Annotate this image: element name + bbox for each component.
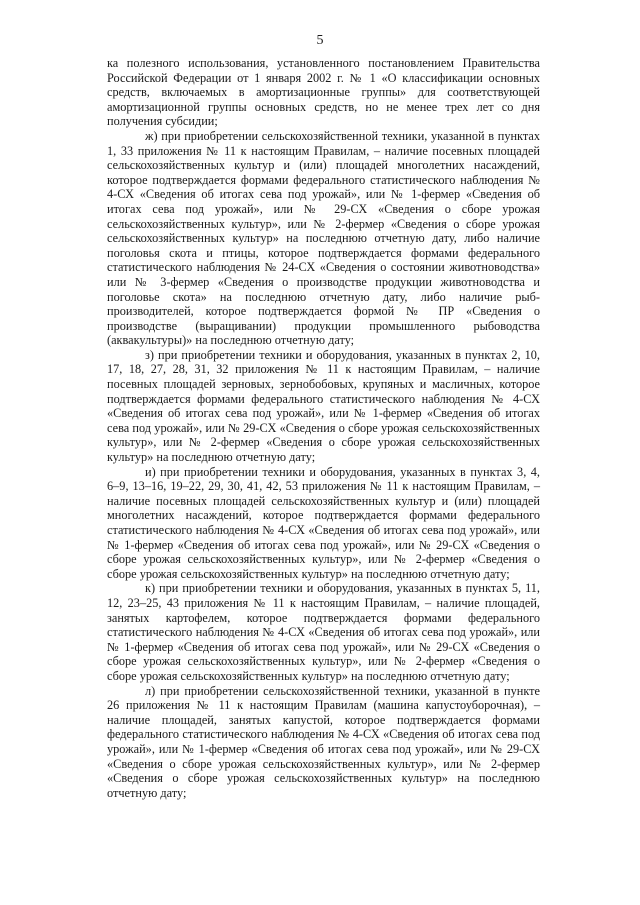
paragraph-item-l: л) при приобретении сельскохозяйственной техники, указанной в пункте 26 приложения № 11 к настоящим Правилам (машина капустоуборочная), – наличие площадей, занятых капустой, которое подтверждается формами федерального статистического наблюдения № 4-СХ «Сведения об итогах сева под урожай», или № 1-фермер «Сведения об итогах сева под урожай», или № 29-СХ «Сведения о сборе урожая сельскохозяйственных культур», или № 2-фермер «Сведения о сборе урожая сельскохозяйственных культур» на последнюю отчетную дату;	[107, 683, 540, 800]
paragraph-item-zh: ж) при приобретении сельскохозяйственной техники, указанной в пунктах 1, 33 приложения № 11 к настоящим Правилам, – наличие посевных площадей сельскохозяйственных культур и (или) площадей многолетних насаждений, которое подтверждается формами федерального статистического наблюдения № 4-СХ «Сведения об итогах сева под урожай», или № 1-фермер «Сведения об итогах сева под урожай», или № 29-СХ «Сведения о сборе урожая сельскохозяйственных культур», или № 2-фермер «Сведения о сборе урожая сельскохозяйственных культур» на последнюю отчетную дату, либо наличие поголовья скота и птицы, которое подтверждается формами федерального статистического наблюдения № 24-СХ «Сведения о состоянии животноводства» или № 3-фермер «Сведения о производстве продукции животноводства и поголовье скота» на последнюю отчетную дату, либо наличие рыб-производителей, которое подтверждается формой № ПР «Сведения о производстве (выращивании) продукции промышленного рыбоводства (аквакультуры)» на последнюю отчетную дату;	[107, 128, 540, 348]
paragraph-item-z: з) при приобретении техники и оборудования, указанных в пунктах 2, 10, 17, 18, 27, 28, 31, 32 приложения № 11 к настоящим Правилам, – наличие посевных площадей зерновых, зернобобовых, крупяных и масличных, которое подтверждается формами федерального статистического наблюдения № 4-СХ «Сведения об итогах сева под урожай», или № 1-фермер «Сведения об итогах сева под урожай», или № 29-СХ «Сведения о сборе урожая сельскохозяйственных культур», или № 2-фермер «Сведения о сборе урожая сельскохозяйственных культур» на последнюю отчетную дату;	[107, 347, 540, 465]
page-number: 5	[316, 33, 324, 48]
paragraph-item-i: и) при приобретении техники и оборудования, указанных в пунктах 3, 4, 6–9, 13–16, 19–22, 29, 30, 41, 42, 53 приложения № 11 к настоящим Правилам, – наличие посевных площадей сельскохозяйственных культур и (или) площадей многолетних насаждений, которое подтверждается формами федерального статистического наблюдения № 4-СХ «Сведения об итогах сева под урожай», или № 1-фермер «Сведения об итогах сева под урожай», или № 29-СХ «Сведения о сборе урожая сельскохозяйственных культур», или № 2-фермер «Сведения о сборе урожая сельскохозяйственных культур» на последнюю отчетную дату;	[107, 464, 540, 581]
paragraph-item-k: к) при приобретении техники и оборудования, указанных в пунктах 5, 11, 12, 23–25, 43 приложения № 11 к настоящим Правилам, – наличие площадей, занятых картофелем, которое подтверждается формами федерального статистического наблюдения № 4-СХ «Сведения об итогах сева под урожай», или № 1-фермер «Сведения об итогах сева под урожай», или № 29-СХ «Сведения о сборе урожая сельскохозяйственных культур», или № 2-фермер «Сведения о сборе урожая сельскохозяйственных культур» на последнюю отчетную дату;	[107, 581, 540, 683]
paragraph-continuation: ка полезного использования, установленного постановлением Правительства Российской Федерации от 1 января 2002 г. № 1 «О классификации основных средств, включаемых в амортизационные группы» для соответствующей амортизационной группы основных средств, но не менее трех лет со дня получения субсидии;	[107, 56, 540, 129]
document-body	[107, 56, 540, 800]
